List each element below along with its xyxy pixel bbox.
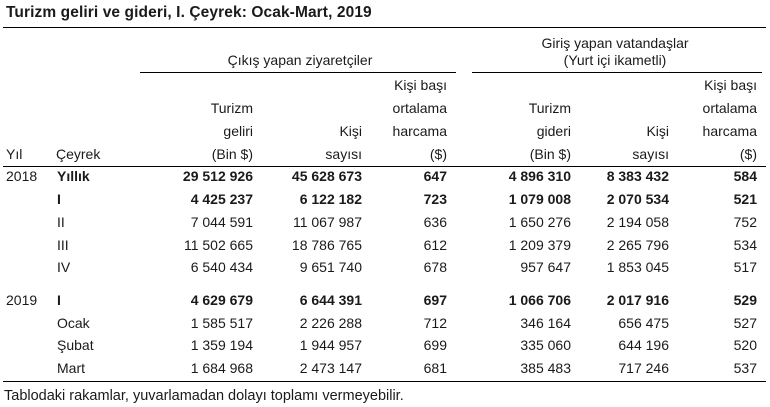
row-cell: 2 473 147 (299, 360, 362, 376)
header-avg2-1: Kişi başı (704, 77, 757, 93)
row-cell: 1 585 517 (190, 315, 253, 331)
row-cell: 4 629 679 (190, 292, 253, 308)
header-year: Yıl (6, 146, 23, 162)
row-cell: 2 194 058 (606, 214, 669, 230)
row-cell: 1 684 968 (190, 360, 253, 376)
row-period: Mart (57, 360, 85, 376)
header-avg2-3: harcama (702, 123, 757, 139)
top-rule (3, 27, 766, 28)
row-cell: 1 066 706 (508, 292, 571, 308)
row-cell: 521 (733, 191, 757, 207)
row-cell: 6 122 182 (299, 191, 362, 207)
row-cell: 1 079 008 (508, 191, 571, 207)
row-year: 2019 (6, 292, 38, 308)
row-cell: 45 628 673 (291, 168, 362, 184)
row-cell: 2 226 288 (299, 315, 362, 331)
header-rule (3, 166, 766, 167)
row-period: Ocak (57, 315, 90, 331)
table-title: Turizm geliri ve gideri, I. Çeyrek: Ocak-Mart, 2019 (6, 4, 372, 21)
row-period: Yıllık (57, 168, 90, 184)
row-cell: 520 (733, 337, 757, 353)
row-cell: 697 (423, 292, 447, 308)
row-cell: 723 (423, 191, 447, 207)
row-cell: 678 (423, 259, 447, 275)
row-cell: 11 502 665 (183, 237, 253, 253)
row-cell: 8 383 432 (606, 168, 669, 184)
row-cell: 385 483 (520, 360, 571, 376)
row-cell: 346 164 (520, 315, 571, 331)
row-cell: 1 944 957 (299, 337, 362, 353)
header-avg-3: harcama (392, 123, 447, 139)
row-cell: 584 (733, 168, 757, 184)
header-persons-1: Kişi (339, 123, 362, 139)
row-cell: 335 060 (520, 337, 571, 353)
header-avg2-2: ortalama (702, 100, 757, 116)
row-period: I (57, 292, 61, 308)
row-cell: 517 (733, 259, 757, 275)
row-cell: 681 (423, 360, 447, 376)
row-cell: 537 (733, 360, 757, 376)
row-cell: 2 070 534 (606, 191, 669, 207)
row-cell: 7 044 591 (190, 214, 253, 230)
row-cell: 527 (733, 315, 757, 331)
header-expenditure-2: gideri (536, 123, 571, 139)
row-cell: 656 475 (618, 315, 669, 331)
row-cell: 4 896 310 (508, 168, 571, 184)
group-rule-incoming (472, 72, 762, 73)
row-cell: 29 512 926 (182, 168, 253, 184)
group-rule-outgoing (140, 72, 456, 73)
row-cell: 699 (423, 337, 447, 353)
row-cell: 712 (423, 315, 447, 331)
header-quarter: Çeyrek (56, 146, 101, 162)
row-period: Şubat (57, 337, 94, 353)
row-period: III (57, 237, 69, 253)
row-cell: 2 017 916 (606, 292, 669, 308)
row-period: I (57, 191, 61, 207)
header-revenue-3: (Bin $) (211, 146, 253, 162)
row-cell: 647 (423, 168, 447, 184)
header-persons-2: sayısı (325, 146, 362, 162)
row-cell: 6 644 391 (299, 292, 362, 308)
row-cell: 11 067 987 (292, 214, 362, 230)
bottom-rule (3, 381, 766, 382)
header-avg-1: Kişi başı (394, 77, 447, 93)
header-avg-2: ortalama (392, 100, 447, 116)
row-cell: 636 (423, 214, 447, 230)
group-header-incoming-line1: Giriş yapan vatandaşlar (541, 35, 689, 51)
header-expenditure-1: Turizm (528, 100, 571, 116)
row-cell: 1 209 379 (508, 237, 571, 253)
row-cell: 6 540 434 (190, 259, 253, 275)
footnote: Tablodaki rakamlar, yuvarlamadan dolayı toplamı vermeyebilir. (4, 388, 404, 404)
header-persons2-2: sayısı (632, 146, 669, 162)
row-cell: 2 265 796 (606, 237, 669, 253)
group-header-incoming-line2: (Yurt içi ikametli) (563, 52, 667, 68)
row-cell: 1 359 194 (190, 337, 253, 353)
row-cell: 18 786 765 (291, 237, 362, 253)
row-cell: 957 647 (520, 259, 571, 275)
row-year: 2018 (6, 168, 38, 184)
row-cell: 1 650 276 (508, 214, 571, 230)
header-revenue-2: geliri (223, 123, 253, 139)
row-cell: 4 425 237 (190, 191, 253, 207)
row-cell: 644 196 (618, 337, 669, 353)
header-persons2-1: Kişi (646, 123, 669, 139)
row-period: IV (57, 259, 71, 275)
row-cell: 529 (733, 292, 757, 308)
group-header-outgoing: Çıkış yapan ziyaretçiler (227, 52, 373, 68)
row-cell: 1 853 045 (606, 259, 669, 275)
header-revenue-1: Turizm (210, 100, 253, 116)
row-cell: 717 246 (618, 360, 669, 376)
header-avg2-4: ($) (739, 146, 757, 162)
row-cell: 752 (733, 214, 757, 230)
row-period: II (57, 214, 65, 230)
header-avg-4: ($) (429, 146, 447, 162)
header-expenditure-3: (Bin $) (529, 146, 571, 162)
row-cell: 612 (423, 237, 447, 253)
row-cell: 534 (733, 237, 757, 253)
row-cell: 9 651 740 (299, 259, 362, 275)
